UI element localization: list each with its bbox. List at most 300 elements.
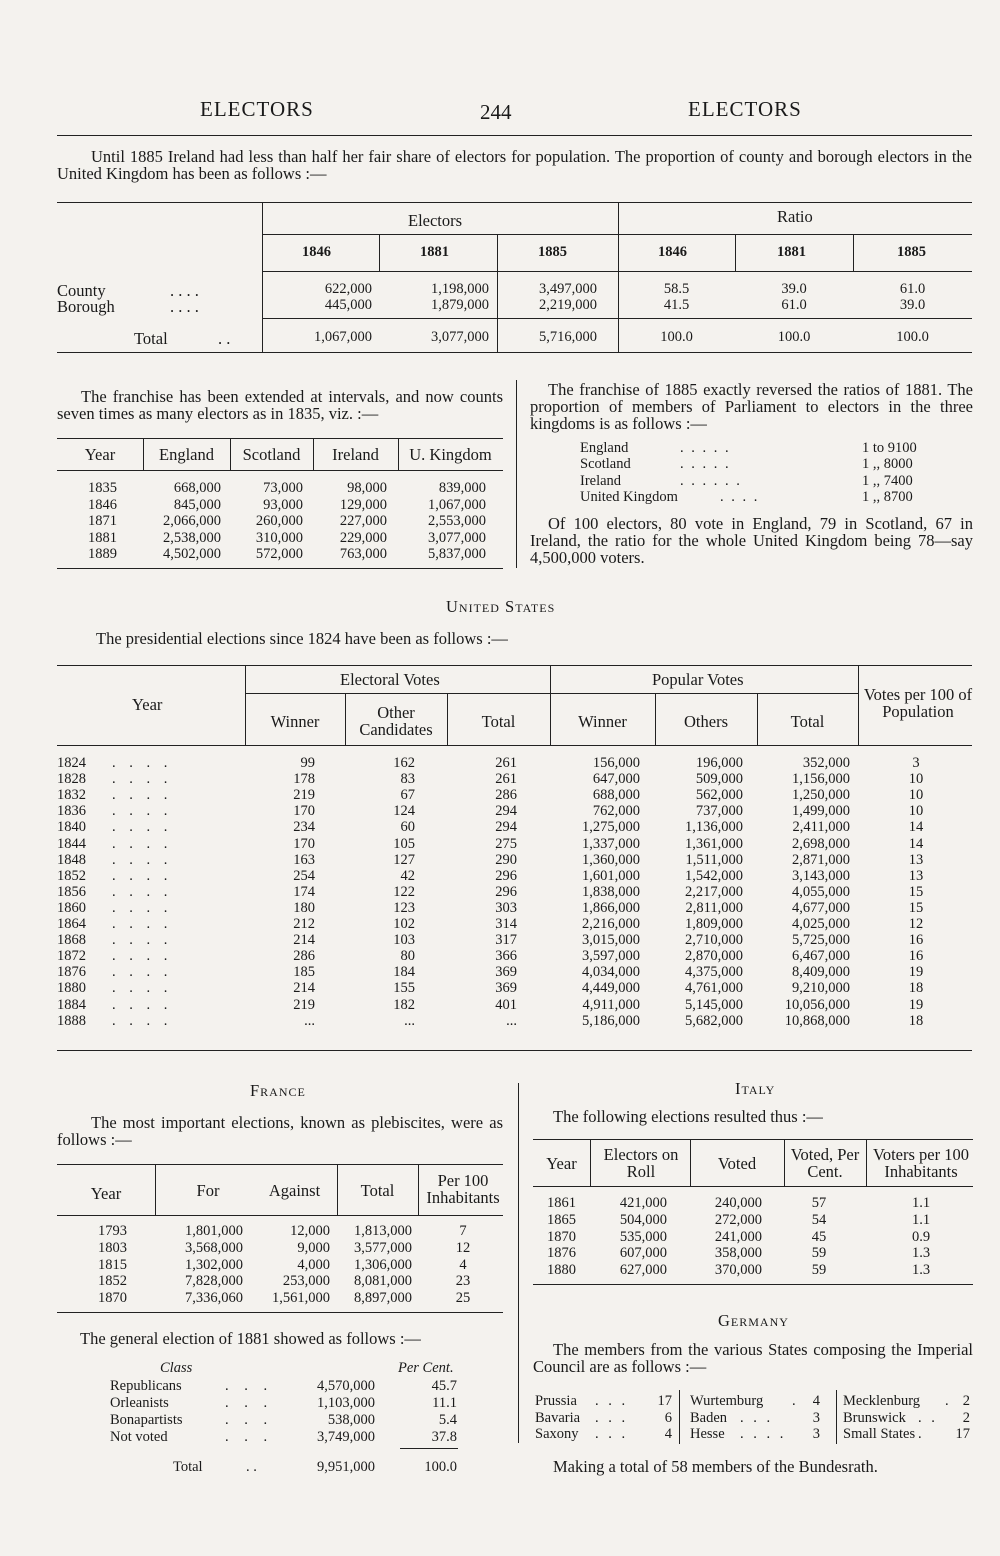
page-number: 244 — [480, 100, 512, 124]
members-ratio-dots: . . . . . — [680, 440, 731, 456]
us-cell: 12 — [908, 916, 924, 932]
us-cell: 1856 — [57, 883, 86, 900]
us-cell: 294 — [495, 803, 517, 820]
us-cell: 5,186,000 — [582, 1012, 640, 1029]
us-cell: 2,811,000 — [685, 899, 743, 916]
us-cell: 156,000 — [592, 755, 640, 771]
germany-state-dots: . . . — [740, 1409, 774, 1426]
us-cell: 1,360,000 — [582, 851, 640, 868]
germany-state-count: 3 — [812, 1409, 820, 1426]
us-cell: 3 — [912, 755, 920, 771]
us-row-dots: . . . . — [112, 996, 173, 1013]
germany-state-name: Baden — [690, 1409, 728, 1426]
us-cell: 60 — [400, 819, 415, 836]
franchise-right-paragraph: The franchise of 1885 exactly reversed the ratios of 1881. The proportion of members of Parliament to electors in the three kingdoms is as follows :— — [530, 380, 973, 433]
uk-year-1885-ratio: 1885 — [897, 244, 926, 260]
us-cell: 314 — [495, 916, 517, 932]
us-cell: 4,034,000 — [582, 964, 640, 981]
us-cell: 185 — [293, 964, 315, 981]
us-cell: 212 — [293, 916, 315, 932]
france-cell: 12 — [455, 1239, 471, 1256]
members-ratio-value: 1 ,, 7400 — [862, 472, 913, 489]
italy-cell: 57 — [811, 1195, 827, 1211]
franchise-cell: 310,000 — [255, 529, 303, 546]
us-cell: 102 — [393, 916, 415, 932]
italy-cell: 535,000 — [619, 1228, 667, 1245]
us-cell: 80 — [400, 948, 415, 965]
germany-note: Making a total of 58 members of the Bundesrath. — [553, 1457, 878, 1476]
us-row-dots: . . . . — [112, 883, 173, 900]
us-cell: 174 — [293, 883, 315, 900]
us-cell: 1,838,000 — [582, 883, 640, 900]
us-cell: 103 — [393, 932, 415, 949]
franchise-cell: 3,077,000 — [428, 529, 486, 546]
us-cell: 1876 — [57, 964, 86, 981]
germany-state-name: Prussia — [535, 1393, 577, 1409]
france-class-votes: 3,749,000 — [317, 1429, 375, 1445]
italy-cell: 59 — [811, 1245, 827, 1262]
us-cell: 16 — [908, 948, 924, 965]
franchise-cell: 839,000 — [438, 480, 486, 496]
germany-state-count: 17 — [955, 1426, 970, 1442]
us-intro: The presidential elections since 1824 have been as follows :— — [96, 629, 508, 648]
us-cell: 4,449,000 — [582, 980, 640, 997]
us-cell: 19 — [908, 996, 924, 1013]
us-cell: 1,361,000 — [685, 835, 743, 852]
franchise-cell: 1,067,000 — [428, 496, 486, 513]
us-cell: 5,145,000 — [685, 996, 743, 1013]
italy-cell: 504,000 — [619, 1211, 667, 1228]
italy-cell: 358,000 — [714, 1245, 762, 1262]
us-cell: 366 — [495, 948, 517, 965]
france-cell: 1,561,000 — [272, 1290, 330, 1307]
us-cell: 19 — [908, 964, 924, 981]
us-cell: 178 — [293, 771, 315, 788]
us-row-dots: . . . . — [112, 771, 173, 788]
germany-state-name: Hesse — [690, 1426, 725, 1442]
members-ratio-name: Scotland — [580, 456, 631, 473]
italy-cell: 240,000 — [714, 1195, 762, 1211]
franchise-cell: 1846 — [88, 496, 117, 513]
us-cell: 219 — [293, 787, 315, 804]
us-cell: 4,677,000 — [792, 899, 850, 916]
france-cell: 1803 — [98, 1239, 127, 1256]
franchise-cell: 763,000 — [339, 546, 387, 562]
france-class-name: Not voted — [110, 1429, 168, 1445]
us-cell: 1,337,000 — [582, 835, 640, 852]
france-class-name: Bonapartists — [110, 1412, 183, 1428]
france-class-dots: . . . — [225, 1429, 274, 1445]
us-cell: 2,698,000 — [792, 835, 850, 852]
us-cell: 170 — [293, 835, 315, 852]
franchise-cell: 93,000 — [263, 496, 303, 513]
italy-cell: 421,000 — [619, 1195, 667, 1211]
us-header-ev-total: Total — [481, 712, 516, 731]
us-cell: 261 — [495, 771, 517, 788]
us-section-title: United States — [446, 597, 556, 616]
us-cell: 122 — [393, 883, 415, 900]
us-cell: 127 — [393, 851, 415, 868]
us-cell: 10 — [908, 771, 924, 788]
germany-state-count: 2 — [962, 1409, 970, 1426]
us-cell: 4,055,000 — [792, 883, 850, 900]
us-cell: 184 — [393, 964, 415, 981]
germany-state-count: 17 — [657, 1393, 672, 1409]
germany-state-count: 4 — [664, 1426, 672, 1442]
us-cell: 296 — [495, 867, 517, 884]
us-cell: 182 — [393, 996, 415, 1013]
us-cell: 10 — [908, 803, 924, 820]
us-header-ev-other: Other Candidates — [359, 703, 433, 739]
us-cell: 1864 — [57, 916, 86, 932]
us-cell: 15 — [908, 883, 924, 900]
intro-paragraph: Until 1885 Ireland had less than half her fair share of electors for population. The proportion of county and borough electors in the United Kingdom has been as follows :— — [57, 147, 972, 183]
france-cell: 8,897,000 — [354, 1290, 412, 1307]
us-cell: 1,866,000 — [582, 899, 640, 916]
us-cell: 352,000 — [802, 755, 850, 771]
franchise-cell: 227,000 — [339, 513, 387, 529]
us-cell: 1,499,000 — [792, 803, 850, 820]
italy-cell: 627,000 — [619, 1262, 667, 1279]
members-ratio-name: England — [580, 440, 629, 456]
france-cell: 7,336,060 — [185, 1290, 243, 1307]
us-cell: 14 — [908, 835, 924, 852]
uk-year-1846-ratio: 1846 — [658, 244, 687, 260]
france-general-intro: The general election of 1881 showed as follows :— — [80, 1329, 421, 1348]
us-cell: 4,375,000 — [685, 964, 743, 981]
franchise-cell: 1835 — [88, 480, 117, 496]
us-cell: 3,597,000 — [582, 948, 640, 965]
us-cell: 688,000 — [592, 787, 640, 804]
us-cell: 8,409,000 — [792, 964, 850, 981]
france-cell: 7 — [459, 1223, 467, 1239]
france-class-name: Republicans — [110, 1378, 182, 1394]
france-cell: 1,813,000 — [354, 1223, 412, 1239]
us-cell: 2,870,000 — [685, 948, 743, 965]
ratio-group-header: Ratio — [777, 207, 813, 226]
us-cell: 123 — [393, 899, 415, 916]
us-cell: 2,411,000 — [792, 819, 850, 836]
us-cell: 1852 — [57, 867, 86, 884]
italy-cell: 272,000 — [714, 1211, 762, 1228]
us-cell: 42 — [400, 867, 415, 884]
germany-state-name: Small States — [843, 1426, 916, 1442]
germany-intro: The members from the various States composing the Imperial Council are as follows :— — [533, 1340, 973, 1376]
us-cell: 1884 — [57, 996, 86, 1013]
franchise-cell: 98,000 — [347, 480, 387, 496]
franchise-cell: 668,000 — [173, 480, 221, 496]
us-cell: 4,911,000 — [582, 996, 640, 1013]
germany-state-dots: . . . — [595, 1393, 629, 1409]
france-class-pct: 45.7 — [431, 1378, 457, 1394]
france-class-votes: 1,103,000 — [317, 1395, 375, 1411]
france-cell: 1793 — [98, 1223, 127, 1239]
us-row-dots: . . . . — [112, 803, 173, 820]
france-cell: 1870 — [98, 1290, 127, 1307]
france-cell: 3,577,000 — [354, 1239, 412, 1256]
italy-cell: 370,000 — [714, 1262, 762, 1279]
members-ratio-name: United Kingdom — [580, 488, 678, 505]
germany-state-count: 6 — [664, 1409, 672, 1426]
us-cell: 13 — [908, 851, 924, 868]
france-class-dots: . . . — [225, 1395, 274, 1411]
electors-note: Of 100 electors, 80 vote in England, 79 in Scotland, 67 in Ireland, the ratio for the whole United Kingdom being 78—say 4,500,000 voters. — [530, 514, 973, 567]
germany-state-dots: . — [945, 1393, 952, 1409]
electors-group-header: Electors — [408, 211, 463, 230]
italy-cell: 1.3 — [911, 1245, 931, 1262]
us-cell: 1,809,000 — [685, 916, 743, 932]
us-cell: 83 — [400, 771, 415, 788]
us-cell: 9,210,000 — [792, 980, 850, 997]
france-class-name: Orleanists — [110, 1395, 169, 1411]
us-cell: 214 — [293, 932, 315, 949]
italy-cell: 607,000 — [619, 1245, 667, 1262]
us-cell: 4,025,000 — [792, 916, 850, 932]
italy-cell: 54 — [811, 1211, 827, 1228]
us-cell: 196,000 — [695, 755, 743, 771]
france-cell: 3,568,000 — [185, 1239, 243, 1256]
us-cell: 214 — [293, 980, 315, 997]
us-cell: 369 — [495, 964, 517, 981]
us-cell: 1828 — [57, 771, 86, 788]
us-row-dots: . . . . — [112, 948, 173, 965]
germany-state-dots: . — [792, 1393, 799, 1409]
us-header-electoral: Electoral Votes — [340, 670, 440, 689]
us-row-dots: . . . . — [112, 755, 173, 771]
us-row-dots: . . . . — [112, 835, 173, 852]
us-header-ev-winner: Winner — [270, 712, 320, 731]
members-ratio-dots: . . . . . — [680, 456, 731, 473]
us-cell: 737,000 — [695, 803, 743, 820]
us-cell: 2,217,000 — [685, 883, 743, 900]
italy-intro: The following elections resulted thus :— — [553, 1107, 823, 1126]
us-cell: 296 — [495, 883, 517, 900]
us-header-pv-winner: Winner — [578, 712, 627, 731]
us-cell: 67 — [400, 787, 415, 804]
us-cell: 1848 — [57, 851, 86, 868]
us-cell: 1860 — [57, 899, 86, 916]
france-class-votes: 538,000 — [327, 1412, 375, 1428]
us-cell: 275 — [495, 835, 517, 852]
france-cell: 4,000 — [297, 1256, 330, 1273]
franchise-cell: 845,000 — [173, 496, 221, 513]
members-ratio-dots: . . . . . . — [680, 472, 742, 489]
us-cell: 2,871,000 — [792, 851, 850, 868]
germany-state-dots: . . . — [595, 1426, 629, 1442]
franchise-cell: 1889 — [88, 546, 117, 562]
us-cell: 1872 — [57, 948, 86, 965]
us-cell: 762,000 — [592, 803, 640, 820]
france-class-dots: . . . — [225, 1412, 274, 1428]
us-cell: 254 — [293, 867, 315, 884]
germany-state-dots: . — [918, 1426, 925, 1442]
italy-section-title: Italy — [735, 1079, 776, 1098]
franchise-cell: 1871 — [88, 513, 117, 529]
us-cell: 180 — [293, 899, 315, 916]
franchise-left-paragraph: The franchise has been extended at intervals, and now counts seven times as many electors as in 1835, viz. :— — [57, 387, 503, 423]
france-cell: 25 — [455, 1290, 471, 1307]
germany-state-dots: . . — [918, 1409, 938, 1426]
france-cell: 1,302,000 — [185, 1256, 243, 1273]
us-cell: 4,761,000 — [685, 980, 743, 997]
us-cell: 1824 — [57, 755, 86, 771]
us-cell: 294 — [495, 819, 517, 836]
us-cell: 369 — [495, 980, 517, 997]
franchise-cell: 229,000 — [339, 529, 387, 546]
franchise-cell: 129,000 — [339, 496, 387, 513]
us-cell: 1880 — [57, 980, 86, 997]
france-class-votes: 4,570,000 — [317, 1378, 375, 1394]
italy-cell: 0.9 — [911, 1228, 931, 1245]
germany-state-count: 4 — [812, 1393, 820, 1409]
us-cell: 162 — [393, 755, 415, 771]
us-cell: 1,136,000 — [685, 819, 743, 836]
italy-cell: 45 — [811, 1228, 827, 1245]
franchise-cell: 1881 — [88, 529, 117, 546]
us-row-dots: . . . . — [112, 867, 173, 884]
us-cell: 1,156,000 — [792, 771, 850, 788]
us-row-dots: . . . . — [112, 932, 173, 949]
us-cell: 18 — [908, 1012, 924, 1029]
italy-cell: 59 — [811, 1262, 827, 1279]
us-cell: 155 — [393, 980, 415, 997]
france-cell: 12,000 — [290, 1223, 330, 1239]
us-row-dots: . . . . — [112, 851, 173, 868]
us-row-dots: . . . . — [112, 916, 173, 932]
us-cell: 1,511,000 — [685, 851, 743, 868]
us-cell: 10 — [908, 787, 924, 804]
france-section-title: France — [250, 1081, 306, 1100]
germany-state-name: Wurtemburg — [690, 1393, 764, 1409]
us-cell: 261 — [495, 755, 517, 771]
us-cell: 1888 — [57, 1012, 86, 1029]
us-cell: 3,015,000 — [582, 932, 640, 949]
us-cell: 1,250,000 — [792, 787, 850, 804]
france-cell: 1,306,000 — [354, 1256, 412, 1273]
franchise-cell: 5,837,000 — [428, 546, 486, 562]
members-ratio-value: 1 ,, 8700 — [862, 488, 913, 505]
germany-state-name: Mecklenburg — [843, 1393, 921, 1409]
us-cell: 14 — [908, 819, 924, 836]
us-cell: 1,601,000 — [582, 867, 640, 884]
france-class-pct: 5.4 — [438, 1412, 457, 1428]
us-cell: 290 — [495, 851, 517, 868]
us-cell: ... — [304, 1012, 315, 1029]
us-header-year: Year — [132, 695, 163, 714]
us-row-dots: . . . . — [112, 819, 173, 836]
uk-year-1846-electors: 1846 — [302, 244, 331, 260]
us-cell: 303 — [495, 899, 517, 916]
us-row-dots: . . . . — [112, 964, 173, 981]
france-cell: 1852 — [98, 1273, 127, 1290]
germany-state-name: Brunswick — [843, 1409, 906, 1426]
us-cell: 647,000 — [592, 771, 640, 788]
us-cell: 2,710,000 — [685, 932, 743, 949]
members-ratio-dots: . . . . — [720, 488, 760, 505]
us-cell: 10,868,000 — [784, 1012, 850, 1029]
us-cell: 509,000 — [695, 771, 743, 788]
us-cell: 286 — [293, 948, 315, 965]
us-header-per100: Votes per 100 of Population — [863, 685, 973, 721]
france-class-pct: 37.8 — [431, 1429, 457, 1445]
germany-section-title: Germany — [718, 1311, 789, 1330]
us-cell: 1840 — [57, 819, 86, 836]
us-row-dots: . . . . — [112, 1012, 173, 1029]
us-cell: 5,682,000 — [685, 1012, 743, 1029]
us-cell: ... — [404, 1012, 415, 1029]
us-header-pv-total: Total — [790, 712, 825, 731]
members-ratio-value: 1 to 9100 — [862, 440, 917, 456]
germany-state-count: 2 — [962, 1393, 970, 1409]
us-cell: 124 — [393, 803, 415, 820]
us-cell: 234 — [293, 819, 315, 836]
france-cell: 1,801,000 — [185, 1223, 243, 1239]
us-row-dots: . . . . — [112, 899, 173, 916]
us-cell: 1868 — [57, 932, 86, 949]
germany-state-name: Saxony — [535, 1426, 579, 1442]
italy-cell: 1880 — [547, 1262, 576, 1279]
us-cell: 317 — [495, 932, 517, 949]
germany-state-count: 3 — [812, 1426, 820, 1442]
uk-year-1881-ratio: 1881 — [777, 244, 806, 260]
france-class-pct: 11.1 — [432, 1395, 457, 1411]
franchise-cell: 73,000 — [263, 480, 303, 496]
uk-year-1885-electors: 1885 — [538, 244, 567, 260]
running-head-right: ELECTORS — [688, 97, 802, 121]
us-cell: 105 — [393, 835, 415, 852]
franchise-cell: 572,000 — [255, 546, 303, 562]
franchise-cell: 260,000 — [255, 513, 303, 529]
running-head-left: ELECTORS — [200, 97, 314, 121]
france-intro: The most important elections, known as plebiscites, were as follows :— — [57, 1113, 503, 1149]
italy-cell: 1.1 — [911, 1195, 931, 1211]
us-cell: 3,143,000 — [792, 867, 850, 884]
us-cell: 562,000 — [695, 787, 743, 804]
germany-state-name: Bavaria — [535, 1409, 581, 1426]
page: ELECTORS 244 ELECTORS Until 1885 Ireland had less than half her fair share of electors for population. The proportion of county and borough electors in the United Kingdom has been as follows :— Electors Ratio 1846 1881 1885 1846 1881 1885 County . . . . 622,000 1,198,000 3,497,000 58.5 39.0 61.0 Borough . . . . 445,000 1,879,000 2,219,000 41.5 61.0 39.0 Total . . 1,067,000 3,077,000 5,716,000 100.0 100.0 100.0 The franchise has been extended at intervals, and now counts seven times as many electors as in 1835, viz. :— Year England Scotland Ireland U. Kingdom 1835 668,000 73,000 98,000 839,000 1846 845,000 93,000 129,000 1,067,000 1871 2,066,000 260,000 227,000 2,553,000 1881 2,538,000 310,000 229,000 3,077,000 1889 4,502,000 572,000 763,000 5,837,000 The franchise of 1885 exactly reversed the ratios of 1881. The proportion of members of Parliament to electors in the three kingdoms is as follows :— England . . . . . 1 to 9100 Scotland . . . . . 1 ,, 8000 Ireland . . . . . . 1 ,, 7400 United Kingdom . . . . 1 ,, 8700 Of 100 electors, 80 vote in England, 79 in Scotland, 67 in Ireland, the ratio for the whole United Kingdom being 78—say 4,500,000 voters. United States The presidential elections since 1824 have been as follows :— Year Electoral Votes Popular Votes Votes per 100 of Population Winner Other Candidates Total Winner Others Total 1824 99 162 261 156,000 196,000 352,000 3 . . . . 1828 178 83 261 647,000 509,000 1,156,000 10 . . . . 1832 219 67 286 688,000 562,000 1,250,000 10 . . . . 1836 170 124 294 762,000 737,000 1,499,000 10 . . . . 1840 234 60 294 1,275,000 1,136,000 2,411,000 14 . . . . 1844 170 105 275 1,337,000 1,361,000 2,698,000 14 . . . . 1848 163 127 290 1,360,000 1,511,000 2,871,000 13 . . . . 1852 254 42 296 1,601,000 1,542,000 3,143,000 13 . . . . 1856 174 122 296 1,838,000 2,217,000 4,055,000 15 . . . . 1860 180 123 303 1,866,000 2,811,000 4,677,000 15 . . . . 1864 212 102 314 2,216,000 1,809,000 4,025,000 12 . . . . 1868 214 103 317 3,015,000 2,710,000 5,725,000 16 . . . . 1872 286 80 366 3,597,000 2,870,000 6,467,000 16 . . . . 1876 185 184 369 4,034,000 4,375,000 8,409,000 19 . . . . 1880 214 155 369 4,449,000 4,761,000 9,210,000 18 . . . . 1884 219 182 401 4,911,000 5,145,000 10,056,000 19 . . . . 1888 ... ... ... 5,186,000 5,682,000 10,868,000 18 . . . . France The most important elections, known as plebiscites, were as follows :— Year For Against Total Per 100 Inhabitants 1793 1,801,000 12,000 1,813,000 7 1803 3,568,000 9,000 3,577,000 12 1815 1,302,000 4,000 1,306,000 4 1852 7,828,000 253,000 8,081,000 23 1870 7,336,060 1,561,000 8,897,000 25 The general election of 1881 showed as follows :— Class Per Cent. Republicans . . . 4,570,000 45.7 Orleanists . . . 1,103,000 11.1 Bonapartists . . . 538,000 5.4 Not voted . . . 3,749,000 37.8 Total . . 9,951,000 100.0 Italy The following elections resulted thus :— Year Electors on Roll Voted Voted, Per Cent. Voters per 100 Inhabitants 1861 421,000 240,000 57 1.1 1865 504,000 272,000 54 1.1 1870 535,000 241,000 45 0.9 1876 607,000 358,000 59 1.3 1880 627,000 370,000 59 1.3 Germany The members from the various States composing the Imperial Council are as follows :— Prussia . . . 17 Bavaria . . . 6 Saxony . . . 4 Wurtemburg . 4 Baden . . . 3 Hesse . . . . 3 Mecklenburg . 2 Brunswick . . 2 Small States . 17 Making a total of 58 members of the Bundesrath. — [0, 0, 1000, 1556]
franchise-cell: 2,066,000 — [163, 513, 221, 529]
franchise-cell: 2,538,000 — [163, 529, 221, 546]
uk-year-1881-electors: 1881 — [420, 244, 449, 260]
us-cell: 1,275,000 — [582, 819, 640, 836]
us-row-dots: . . . . — [112, 980, 173, 997]
us-cell: 16 — [908, 932, 924, 949]
us-cell: 15 — [908, 899, 924, 916]
us-cell: 1,542,000 — [685, 867, 743, 884]
italy-cell: 241,000 — [714, 1228, 762, 1245]
france-class-dots: . . . — [225, 1378, 274, 1394]
italy-cell: 1861 — [547, 1195, 576, 1211]
us-cell: 13 — [908, 867, 924, 884]
italy-cell: 1.3 — [911, 1262, 931, 1279]
us-header-pv-others: Others — [684, 712, 728, 731]
us-cell: 163 — [293, 851, 315, 868]
france-cell: 253,000 — [282, 1273, 330, 1290]
italy-cell: 1870 — [547, 1228, 576, 1245]
members-ratio-value: 1 ,, 8000 — [862, 456, 913, 473]
italy-cell: 1.1 — [911, 1211, 931, 1228]
france-cell: 9,000 — [297, 1239, 330, 1256]
germany-state-dots: . . . . — [740, 1426, 787, 1442]
us-row-dots: . . . . — [112, 787, 173, 804]
france-cell: 23 — [455, 1273, 471, 1290]
us-header-popular: Popular Votes — [652, 670, 744, 689]
us-cell: 219 — [293, 996, 315, 1013]
us-cell: 286 — [495, 787, 517, 804]
france-cell: 4 — [459, 1256, 467, 1273]
members-ratio-name: Ireland — [580, 472, 622, 489]
us-cell: 99 — [300, 755, 315, 771]
